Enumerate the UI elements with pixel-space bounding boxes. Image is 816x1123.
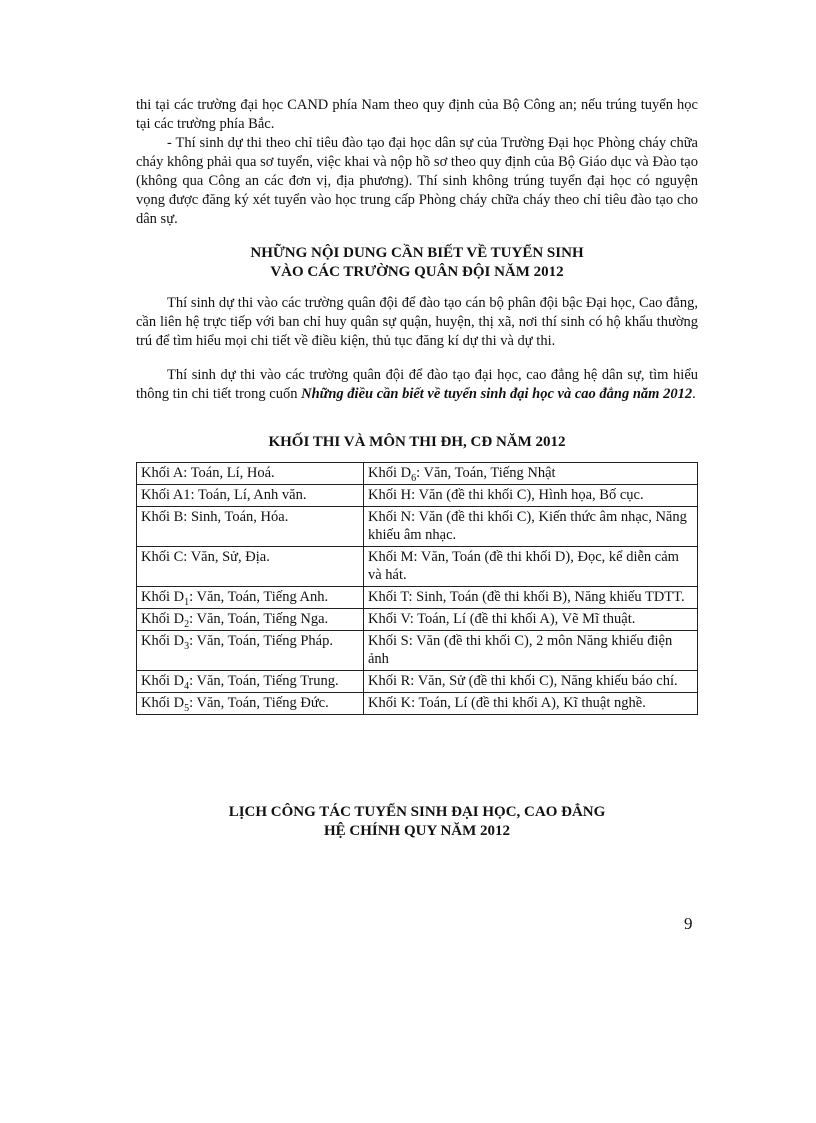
military-paragraph-1: Thí sinh dự thi vào các trường quân đội để đào tạo cán bộ phân đội bậc Đại học, Cao đẳng, cần liên hệ trực tiếp với ban chỉ huy quân sự quận, huyện, thị xã, nơi thí sinh có hộ khẩu thường trú để tìm hiểu mọi chi tiết về điều kiện, thủ tục đăng kí dự thi và dự thi. — [136, 295, 698, 349]
block-text: Khối T: Sinh, Toán (đề thi khối B), Năng khiếu TDTT. — [368, 589, 685, 605]
block-cell-right — [364, 609, 698, 631]
block-text: Khối A1: Toán, Lí, Anh văn. — [141, 487, 307, 503]
military-title-line2: VÀO CÁC TRƯỜNG QUÂN ĐỘI NĂM 2012 — [270, 264, 564, 280]
block-cell-left — [137, 609, 364, 631]
table-row — [137, 463, 698, 485]
block-text: : Văn, Toán, Tiếng Nhật — [416, 465, 556, 481]
schedule-title-line1: LỊCH CÔNG TÁC TUYỂN SINH ĐẠI HỌC, CAO ĐẲNG — [228, 804, 606, 820]
block-cell-right — [364, 463, 698, 485]
block-text: Khối D — [141, 695, 185, 711]
block-text: Khối R: Văn, Sử (đề thi khối C), Năng khiếu báo chí. — [368, 673, 678, 689]
block-cell-right — [364, 693, 698, 715]
block-cell-right — [364, 671, 698, 693]
blocks-section-title: KHỐI THI VÀ MÔN THI ĐH, CĐ NĂM 2012 — [268, 434, 566, 450]
block-text: Khối A: Toán, Lí, Hoá. — [141, 465, 275, 481]
block-text: Khối N: Văn (đề thi khối C), Kiến thức âm nhạc, Năng khiếu âm nhạc. — [368, 509, 687, 543]
block-subscript: 1 — [184, 596, 190, 608]
block-subscript: 6 — [411, 472, 417, 484]
military-paragraph-2 — [136, 366, 698, 404]
intro-paragraph-continuation: thi tại các trường đại học CAND phía Nam theo quy định của Bộ Công an; nếu trúng tuyển học tại các trường phía Bắc. — [136, 97, 698, 132]
table-row — [137, 587, 698, 609]
block-cell-left — [137, 631, 364, 671]
block-cell-left — [137, 587, 364, 609]
table-row — [137, 609, 698, 631]
exam-blocks-table — [136, 462, 698, 715]
military-section-title — [136, 244, 698, 282]
schedule-section-title — [136, 803, 698, 841]
block-text: Khối V: Toán, Lí (đề thi khối A), Vẽ Mĩ thuật. — [368, 611, 636, 627]
page-number: 9 — [684, 914, 693, 933]
block-cell-right — [364, 587, 698, 609]
block-cell-left — [137, 693, 364, 715]
block-text: : Văn, Toán, Tiếng Pháp. — [189, 633, 333, 649]
block-text: Khối K: Toán, Lí (đề thi khối A), Kĩ thuật nghề. — [368, 695, 646, 711]
block-cell-right — [364, 485, 698, 507]
block-subscript: 2 — [184, 618, 190, 630]
table-row — [137, 671, 698, 693]
block-text: Khối H: Văn (đề thi khối C), Hình họa, Bố cục. — [368, 487, 644, 503]
block-text: Khối M: Văn, Toán (đề thi khối D), Đọc, kể diễn cảm và hát. — [368, 549, 679, 583]
block-cell-left — [137, 547, 364, 587]
exam-blocks-table-body — [137, 463, 698, 715]
block-cell-right — [364, 507, 698, 547]
table-row — [137, 485, 698, 507]
block-cell-left — [137, 485, 364, 507]
block-text: Khối D — [141, 611, 185, 627]
book-title: Những điều cần biết về tuyển sinh đại học và cao đẳng năm 2012 — [301, 386, 693, 402]
block-text: Khối D — [368, 465, 412, 481]
schedule-title-line2: HỆ CHÍNH QUY NĂM 2012 — [323, 823, 511, 839]
block-text: : Văn, Toán, Tiếng Anh. — [189, 589, 329, 605]
table-row — [137, 547, 698, 587]
block-text: Khối D — [141, 633, 185, 649]
block-text: Khối D — [141, 589, 185, 605]
block-text: Khối D — [141, 673, 185, 689]
table-row — [137, 631, 698, 671]
block-subscript: 4 — [184, 680, 190, 692]
block-text: Khối C: Văn, Sử, Địa. — [141, 549, 270, 565]
block-text: Khối S: Văn (đề thi khối C), 2 môn Năng khiếu điện ảnh — [368, 633, 673, 667]
block-cell-right — [364, 547, 698, 587]
block-cell-right — [364, 631, 698, 671]
military-title-line1: NHỮNG NỘI DUNG CẦN BIẾT VỀ TUYỂN SINH — [250, 245, 584, 261]
intro-paragraph-fire-university: - Thí sinh dự thi theo chỉ tiêu đào tạo đại học dân sự của Trường Đại học Phòng cháy chữa cháy không phải qua sơ tuyển, việc khai và nộp hồ sơ theo quy định của Bộ Giáo dục và Đào tạo (không qua Công an các đơn vị, địa phương). Thí sinh không trúng tuyển đại học có nguyện vọng được đăng ký xét tuyển vào học trung cấp Phòng cháy chữa cháy theo chỉ tiêu đào tạo cho dân sự. — [136, 135, 698, 227]
block-subscript: 5 — [184, 702, 190, 714]
block-cell-left — [137, 671, 364, 693]
block-text: : Văn, Toán, Tiếng Đức. — [189, 695, 329, 711]
block-cell-left — [137, 507, 364, 547]
block-text: : Văn, Toán, Tiếng Trung. — [189, 673, 339, 689]
block-cell-left — [137, 463, 364, 485]
block-subscript: 3 — [184, 640, 190, 652]
block-text: : Văn, Toán, Tiếng Nga. — [189, 611, 329, 627]
military-paragraph-2-end: . — [692, 386, 696, 402]
table-row — [137, 693, 698, 715]
military-paragraph-2-text: Thí sinh dự thi vào các trường quân đội để đào tạo đại học, cao đẳng hệ dân sự, tìm hiểu thông tin chi tiết trong cuốn — [136, 367, 698, 402]
block-text: Khối B: Sinh, Toán, Hóa. — [141, 509, 289, 525]
table-row — [137, 507, 698, 547]
